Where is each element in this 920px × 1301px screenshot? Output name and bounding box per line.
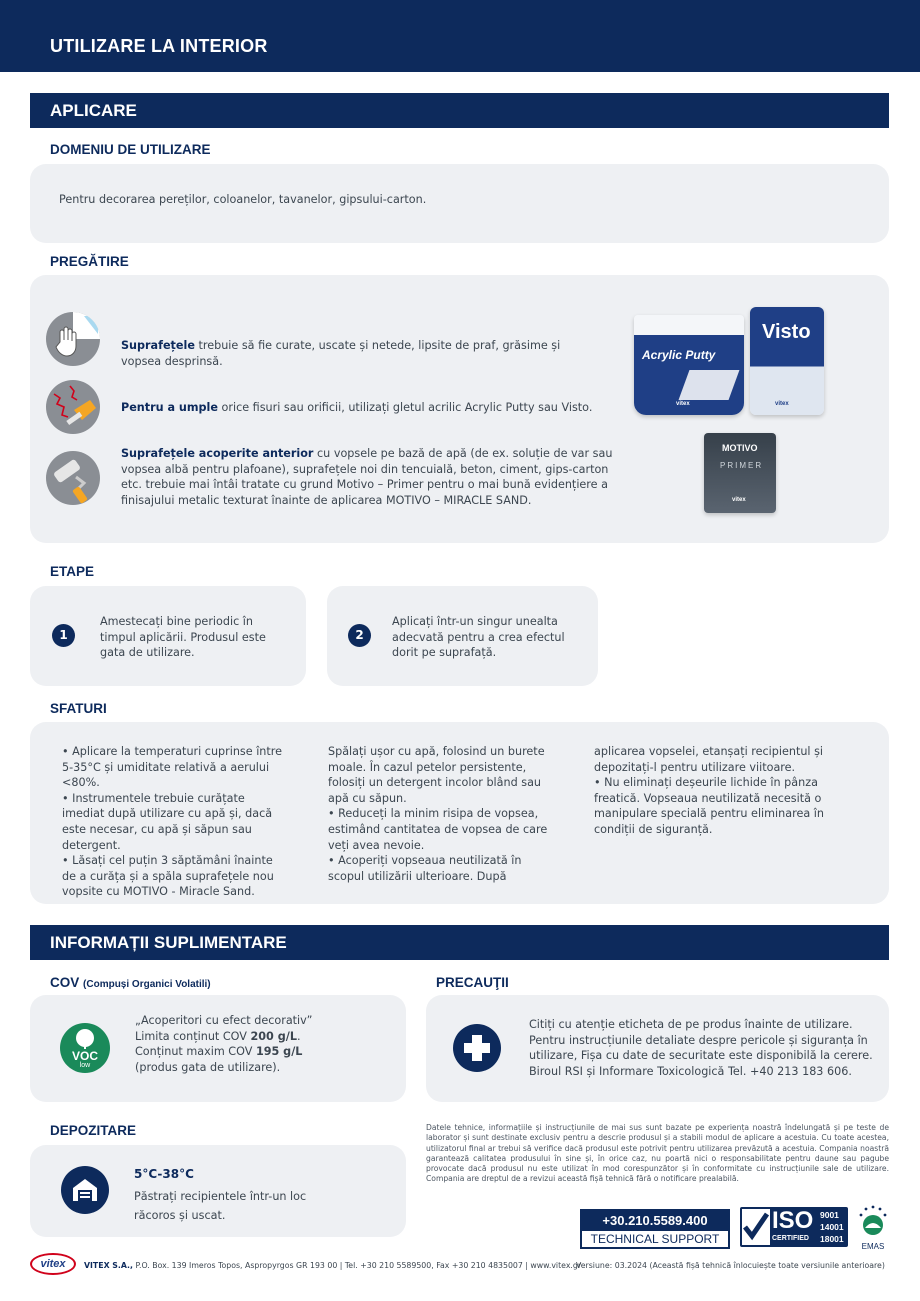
- depozitare-temp: 5°C-38°C: [134, 1167, 194, 1181]
- visto-bag: [750, 307, 824, 415]
- step-1-card: [30, 586, 306, 686]
- aplicare-heading: APLICARE: [50, 101, 137, 120]
- sfaturi-column-1: • Aplicare la temperaturi cuprinse între 5-35°C și umiditate relativă a aerului <80%. • Instrumentele trebuie curățate imediat după utilizare cu apă și, dacă este necesar, cu apă și săpun sau detergent. • Lăsați cel puțin 3 săptămâni înainte de a curăța și a spăla suprafețele nou vopsite cu MOTIVO - Miracle Sand.: [62, 745, 283, 899]
- depozitare-text: Păstrați recipientele într-un loc răcoros și uscat.: [134, 1190, 307, 1222]
- acrylic-putty-label: Acrylic Putty: [642, 348, 716, 362]
- first-aid-cross-icon: [453, 1024, 501, 1072]
- motivo-label: MOTIVO: [722, 443, 758, 453]
- cov-panel: [30, 995, 406, 1102]
- domeniu-text: Pentru decorarea pereților, coloanelor, tavanelor, gipsului-carton.: [59, 193, 427, 206]
- crack-fill-icon: [46, 380, 100, 434]
- sfaturi-panel: [30, 722, 889, 904]
- vitex-logo-motivo: vitex: [732, 497, 746, 503]
- step-2-number: 2: [348, 624, 371, 647]
- emas-badge: [855, 1204, 891, 1250]
- aplicare-band: [30, 93, 889, 128]
- iso-text: ISO: [772, 1207, 814, 1234]
- vitex-logo-visto: vitex: [775, 401, 789, 407]
- disclaimer-text: Datele tehnice, informațiile și instrucțiunile de mai sus sunt bazate pe experiența noastră îndelungată și pe teste de laborator și sunt destinate exclusiv pentru a descrie produsul și a stabili modul de aplicare a acestuia. Cu toate acestea, utilizatorul final ar trebui să verifice dacă produsul este potrivit pentru utilizarea prevăzută a acestuia. Compania noastră garantează calitatea produsului în sine și, în orice caz, nu poartă nici o responsabilitate pentru daune sau pagube provocate dacă produsul nu este utilizat în mod corespunzător și în conformitate cu instrucțiunile sale de utilizare. Compania are dreptul de a revizui această fișă tehnică fără o notificare prealabilă.: [426, 1123, 889, 1184]
- sfaturi-column-3: aplicarea vopselei, etanșați recipientul și depozitați-l pentru utilizare viitoare. • Nu eliminați deșeurile lichide în pânza freatică. Vopseaua neutilizată necesită o manipulare specială pentru eliminarea în condiții de siguranță.: [594, 745, 824, 836]
- page-title: UTILIZARE LA INTERIOR: [50, 36, 268, 56]
- technical-support-box: [580, 1209, 730, 1249]
- sfaturi-title: SFATURI: [50, 701, 107, 716]
- support-phone: +30.210.5589.400: [582, 1211, 728, 1231]
- low-badge-text: low: [79, 1062, 91, 1069]
- step-1-number: 1: [52, 624, 75, 647]
- iso-certified-text: CERTIFIED: [772, 1235, 809, 1242]
- precautii-panel: [426, 995, 889, 1102]
- info-heading: INFORMAȚII SUPLIMENTARE: [50, 933, 287, 952]
- support-label: TECHNICAL SUPPORT: [590, 1232, 720, 1246]
- emas-text: EMAS: [861, 1242, 885, 1251]
- motivo-primer-can: [704, 433, 776, 513]
- domeniu-title: DOMENIU DE UTILIZARE: [50, 142, 211, 157]
- pregatire-item-3: Suprafețele acoperite anterior cu vopsele pe bază de apă (de ex. soluție de var sau vopsea albă pentru plafoane), suprafețele noi din tencuială, beton, ciment, gips-carton etc. trebuie mai întâi tratate cu grund Motivo – Primer pentru o mai bună evidențiere a finisajului metalic texturat înainte de aplicarea MOTIVO – MIRACLE SAND.: [121, 447, 613, 507]
- iso-numbers: 9001 14001 18001: [820, 1210, 844, 1244]
- etape-title: ETAPE: [50, 564, 95, 579]
- info-band: [30, 925, 889, 960]
- roller-icon: [46, 451, 100, 505]
- pregatire-item-1: Suprafețele trebuie să fie curate, uscate și netede, lipsite de praf, grăsime și vopsea desprinsă.: [121, 339, 561, 368]
- cov-title: COV (Compuși Organici Volatili): [50, 975, 211, 990]
- visto-label: Visto: [762, 321, 811, 343]
- cov-text: „Acoperitori cu efect decorativ” Limita conținut COV 200 g/L. Conținut maxim COV 195 g/L (produs gata de utilizare).: [135, 1014, 313, 1074]
- domeniu-panel: [30, 164, 889, 243]
- iso-check-mark: [742, 1209, 770, 1245]
- acrylic-putty-bucket: [634, 315, 744, 415]
- voc-badge-text: VOC: [71, 1049, 98, 1063]
- sfaturi-column-2: Spălați ușor cu apă, folosind un burete moale. În cazul petelor persistente, folosiți un detergent incolor blând sau apă cu săpun. • Reduceți la minim risipa de vopsea, estimând cantitatea de vopsea de care veți avea nevoie. • Acoperiți vopseaua neutilizată în scopul utilizării ulterioare. După: [328, 745, 548, 883]
- warehouse-icon: [61, 1166, 109, 1214]
- footer-company-info: VITEX S.A., P.O. Box. 139 Imeros Topos, Aspropyrgos GR 193 00 | Tel. +30 210 5589500, Fax +30 210 4835007 | www.vitex.gr: [84, 1261, 582, 1270]
- depozitare-panel: [30, 1145, 406, 1237]
- vitex-logo-putty: vitex: [676, 401, 690, 407]
- step-2-text: Aplicați într-un singur unealta adecvată pentru a crea efectul dorit pe suprafață.: [392, 615, 565, 660]
- precautii-text: Citiți cu atenție eticheta de pe produs înainte de utilizare. Pentru instrucțiunile detaliate despre pericole și siguranța în utilizare, Fișa cu date de securitate este disponibilă la cerere. Biroul RSI și Informare Toxicologică Tel. +40 213 183 606.: [529, 1018, 873, 1078]
- footer-version: Versiune: 03.2024 (Această fișă tehnică înlocuiește toate versiunile anterioare): [576, 1261, 885, 1270]
- voc-low-badge: [60, 1023, 110, 1073]
- pregatire-item-2: Pentru a umple orice fisuri sau orificii, utilizați gletul acrilic Acrylic Putty sau Visto.: [121, 401, 593, 414]
- pregatire-panel: [30, 275, 889, 543]
- clean-surface-icon: [46, 312, 100, 366]
- pregatire-title: PREGĂTIRE: [50, 254, 129, 269]
- iso-certified-badge: [740, 1207, 848, 1247]
- vitex-logo: vitex: [30, 1253, 76, 1275]
- depozitare-title: DEPOZITARE: [50, 1123, 137, 1138]
- primer-label: PRIMER: [720, 461, 764, 470]
- precautii-title: PRECAUŢII: [436, 975, 509, 990]
- step-2-card: [327, 586, 598, 686]
- step-1-text: Amestecați bine periodic în timpul aplicării. Produsul este gata de utilizare.: [100, 615, 266, 660]
- top-header-bar: [0, 0, 920, 72]
